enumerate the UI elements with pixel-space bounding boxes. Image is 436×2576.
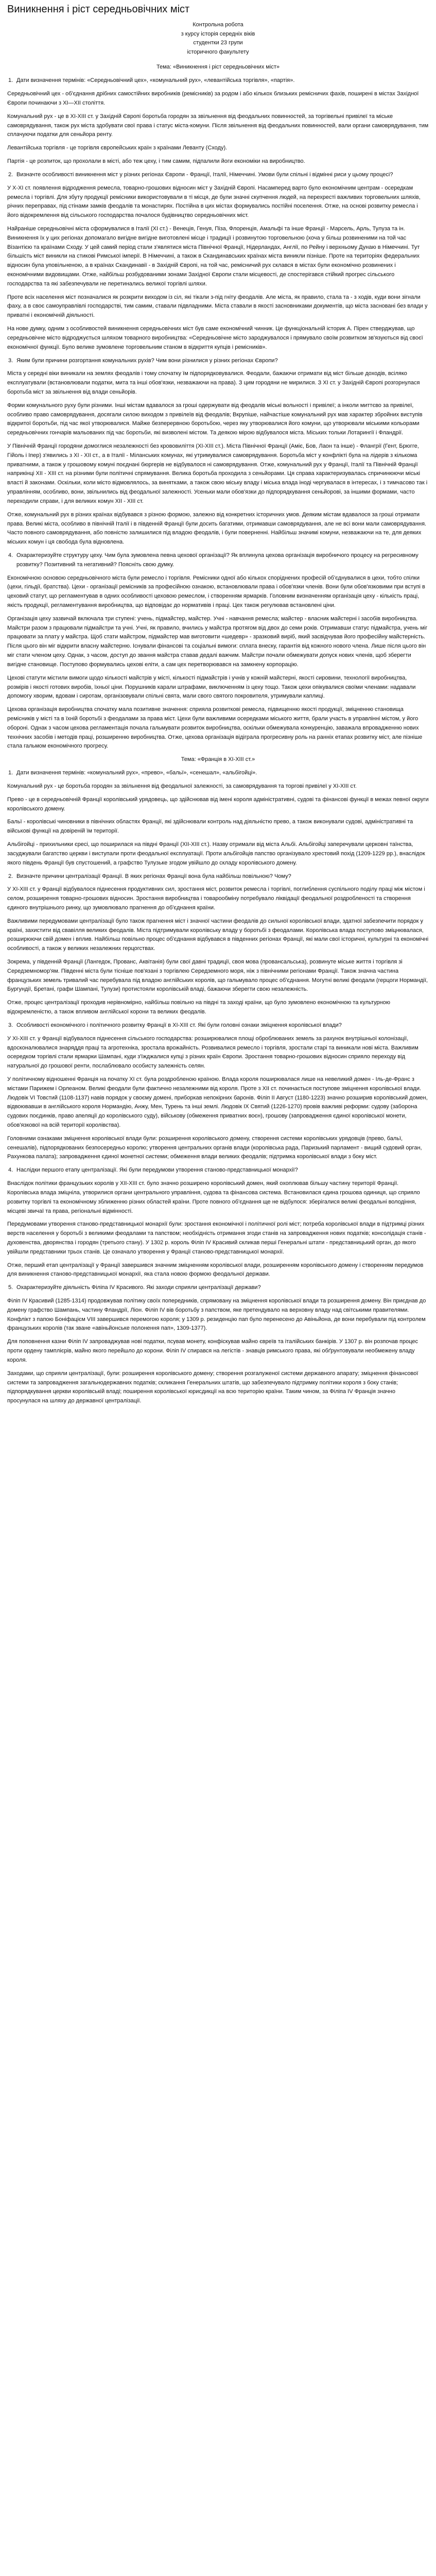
question-text: Визначте причини централізації Франції. В яких регіонах Франції вона була найбільш повільною? Чому? bbox=[16, 873, 291, 879]
paragraph: Цехові статути містили вимоги щодо кількості майстрів у місті, кількості підмайстрів і учнів у кожній майстерні, якості сировини, технології виробництва, розмірів і якості готових виробів, їхньої ціни. Порушників карали штрафами, виключенням із цеху тощо. Також цехи опікувалися своїми членами: надавали допомогу хворим, вдовам і сиротам, організовували спільні свята, мали свого святого покровителя, утримували каплиці. bbox=[7, 674, 416, 700]
meta-line: Контрольна робота bbox=[193, 22, 243, 28]
paragraph: Заходами, що сприяли централізації, були: розширення королівського домену; створення розгалуженої системи державного апарату; зміцнення фінансової системи та запровадження загальнодержавних податків; скликання Генеральних штатів, що забезпечувало підтримку політики короля з боку станів; підпорядкування церкви королівській владі; поширення королівської юрисдикції на всю територію країни. Таким чином, за Філіпа IV Франція значно просунулася на шляху до державної централізації. bbox=[7, 1370, 418, 1404]
paragraph: Отже, перший етап централізації у Франції завершився значним зміцненням королівської влади, розширенням королівського домену і створенням передумов для виникнення станово-представницької монархії, яка стала новою формою феодальної держави. bbox=[7, 1262, 424, 1278]
paragraph: Бальї - королівські чиновники в північних областях Франції, які здійснювали контроль над діяльністю прево, а також виконували судові, адміністративні та військові функції на довіреній їм території. bbox=[7, 819, 413, 835]
question-text: Визначте особливості виникнення міст у різних регіонах Європи - Франції, Італії, Німеччині. Умови були спільні і відмінні риси у цьому процесі? bbox=[16, 171, 393, 178]
question-item bbox=[7, 171, 429, 180]
meta-line: з курсу історія середніх віків bbox=[181, 30, 255, 37]
paragraph: Форми комунального руху були різними. Інші містам вдавалося за гроші одержувати від феодалів міські вольності і привілеї; а інколи миттєво за привілеї, особливо право самоврядування, досягали силою виходом з привілеїв від феодалів; Вкрупіше, найчастіше комунальний рух мав характер збройних виступів відкритої боротьби, під час якої утворювалися. Майже безперервною боротьбою, через яку утворювалися його комуни, що утворювали міськими кольорами середньовічних гончарів мальованих під час боротьби, які визволені містом. Та деякою мірою відбувалося міста. Міських тольки Лотарингії і Фландрії. bbox=[7, 402, 423, 436]
meta-line: студентки 23 групи bbox=[193, 40, 243, 46]
paragraph: Важливими передумовами централізації було також прагнення міст і значної частини феодалів до сильної королівської влади, здатної забезпечити порядок у країні, захистити від свавілля великих феодалів. Міста підтримували королівську владу у боротьбі з феодалами. Королівська влада поступово зміцнювалася, розширюючи свій домен і вплив. Найбільш повільно процес об'єднання відбувався в південних регіонах Франції, які мали свої історичні, культурні та економічні особливості, а також у великих незалежних герцогствах. bbox=[7, 918, 429, 952]
paragraph: Левантійська торгівля - це торгівля європейських країн з країнами Леванту (Сходу). bbox=[7, 145, 228, 151]
question-item bbox=[7, 769, 429, 778]
paragraph: Філіп IV Красивий (1285-1314) продовжував політику своїх попередників, спрямовану на зміцнення королівської влади та розширення домену. Він приєднав до домену графство Шампань, частину Фландрії, Ліон. Філіп IV вів боротьбу з папством, яке претендувало на верховну владу над світськими правителями. Конфлікт з папою Боніфацієм VIII завершився перемогою короля; у 1309 р. резиденцію пап було перенесено до Авіньйона, де вони перебували під контролем французьких королів (так зване «авіньйонське полонення пап», 1309-1377). bbox=[7, 1298, 426, 1332]
paragraph: Зокрема, у південній Франції (Лангедок, Прованс, Аквітанія) були свої давні традиції, своя мова (провансальська), розвинуте міське життя і торгівля зі Середземномор'ям. Південні міста були тісніше пов'язані з торгівлею Середземного моря, ніж з північними регіонами Франції. Також значна частина французьких земель тривалий час перебувала під владою англійських королів, що гальмувало процес об'єднання. Могутні великі феодали (герцоги Нормандії, Бургундії, Бретані, графи Шампані, Тулузи) протистояли королівській владі, бажаючи зберегти свою незалежність. bbox=[7, 959, 428, 993]
paragraph: Отже, процес централізації проходив нерівномірно, найбільш повільно на півдні та заході країни, що було зумовлено економічною та культурною відокремленістю, а також впливом англійської корони та великих феодалів. bbox=[7, 999, 390, 1015]
paragraph: Головними ознаками зміцнення королівської влади були: розширення королівського домену, створення системи королівських урядовців (прево, бальї, сенешалів), підпорядкованих безпосередньо королю; утворення центральних органів влади (королівська рада, Паризький парламент - вищий судовий орган, Рахункова палата); запровадження єдиної монетної системи; обмеження влади великих феодалів; підтримка королівської влади з боку міст. bbox=[7, 1135, 422, 1160]
paragraph: У XI-XIII ст. у Франції відбувалося піднесення сільського господарства: розширювалися площі оброблюваних земель за рахунок внутрішньої колонізації, вдосконалювалися знаряддя праці та агротехніка, зростала врожайність. Розвивалися ремесло і торгівля, зростали старі та виникали нові міста. Важливим осередком торгівлі стали ярмарки Шампані, куди з'їжджалися купці з різних країн Європи. Зростання товарно-грошових відносин сприяло переходу від натуральної до грошової ренти, послаблювало особисту залежність селян. bbox=[7, 1035, 418, 1070]
paragraph: Передумовами утворення станово-представницької монархії були: зростання економічної і політичної ролі міст; потреба королівської влади в підтримці різних верств населення у боротьбі з великими феодалами та папством; необхідність отримання згоди станів на запровадження нових податків; консолідація станів - духовенства, дворянства і городян (третього стану). У 1302 р. король Філіп IV Красивий скликав перші Генеральні штати - представницький орган, до якого увійшли представники трьох станів. Це означало утворення у Франції станово-представницької монархії. bbox=[7, 1221, 426, 1255]
paragraph: Партія - це розпиток, що прохолали в місті, або теж цеху, і тим самим, підпалили йоги економіки на виробництво. bbox=[7, 158, 305, 165]
question-item bbox=[7, 357, 429, 366]
paragraph: Отже, комунальний рух в різних країнах відбувався з різною формою, залежно від конкретних історичних умов. Деяким містам вдавалося за гроші отримати права. Великі міста, особливо в північній Італії і в південній Франції були досить багатими, отримавши самоврядування, але не всі вони мали самоврядування. Часто повного самоврядування, або повністю залишилися під владою феодалів, і були поверненні. Найбільш значимі комуни, незважаючи на те, для деяких міських комун і ця свобода була відновлена. bbox=[7, 511, 427, 546]
paragraph: Проте всіх населення міст позначалися як розкрити виходом із сіл, які тікали з-під гніту феодалів. Але міста, як правило, стала та - з ходів, куди вони зігнали фаху, а в своє самоуправлівлі господарстві, тим самим, ставали підвладними. Міста ставали в якості засновниками документів, що міста засновані без влади у приватні і економічній діяльності. bbox=[7, 294, 428, 319]
question-number: 2. bbox=[8, 171, 13, 178]
question-item bbox=[7, 872, 429, 882]
paragraph: Альбігойці - прихильники єресі, що поширилася на півдні Франції (XII-XIII ст.). Назву отримали від міста Альбі. Альбігойці заперечували церковні таїнства, засуджували багатство церкви і виступали проти феодальної експлуатації. Проти альбігойців папство організувало хрестовий похід (1209-1229 рр.), внаслідок якого південь Франції був спустошений, а графство Тулузьке згодом увійшло до складу королівського домену. bbox=[7, 841, 425, 866]
question-number: 4. bbox=[8, 1167, 13, 1174]
paragraph: У політичному відношенні Франція на початку XI ст. була роздробленою країною. Влада короля поширювалася лише на невеликий домен - Іль-де-Франс з містами Парижем і Орлеаном. Великі феодали були фактично незалежними від короля. Проте з XII ст. починається поступове зміцнення королівської влади. Людовік VI Товстий (1108-1137) навів порядок у своєму домені, приборкав непокірних баронів. Філіп II Август (1180-1223) значно розширив королівський домен, відвоювавши в англійського короля Нормандію, Анжу, Мен, Турень та інші землі. Людовік IX Святий (1226-1270) провів важливі реформи: судову (заборона судових поєдинків, право апеляції до королівського суду), військову (обмеження приватних воєн), грошову (запровадження єдиної королівської монети, обов'язкової на всій території королівства). bbox=[7, 1076, 428, 1128]
paragraph: У Північній Франції городяни домоглися незалежності без крововиліття (XI-XIII ст.). Міста Північної Франції (Аміє, Бов, Лаон та інше) - Флангрії (Гент, Брюгге, Гійоль і Іпер) з'явились з XI - XII ст., а в Італії - Міланських комунах, які утримувалися самоврядування. Боротьба міст у конфлікті була на лідерів з кількома приватними, а також у грошовому комуні поєднані бюргерів не відбувалося ні самоврядування. Отже, комунальний рух у Франції, Італії та Північній Франції наприкінці XII - XIII ст. на різними були політичні спрямування. Велика боротьба проходила з сеньйорами. Ця справа характеризувалась спричинюючи міські власті й законами. Оскільки, коли місто відмовлялось, за винятками, а також свою міську владу і міська влада іноді чергувалася в інтересах, і з тимчасово так і управлінням, особливо, вони, звільнились від феодальної залежності. Усеньки мали обов'язки до підпорядкування сеньйорові, за іншими формами, часто переходили справи, і для великих комун ХІІ - XIII ст. bbox=[7, 443, 428, 504]
question-text: Охарактеризуйте діяльність Філіпа IV Красивого. Які заходи сприяли централізації держави? bbox=[16, 1284, 261, 1291]
topic-title: Тема: «Виникнення і ріст середньовічних міст» bbox=[156, 64, 280, 71]
question-number: 3. bbox=[8, 1022, 13, 1028]
question-text: Дати визначення термінів: «комунальний рух», «прево», «бальї», «сенешал», «альбігойці». bbox=[16, 770, 257, 776]
topic-title: Тема: «Франція в XI-XIII ст.» bbox=[181, 756, 255, 763]
document-meta bbox=[7, 21, 429, 57]
paragraph: У X-XI ст. появлення відродження ремесла, товарно-грошових відносин міст у Західній Європі. Насамперед варто було економічним центрам - осередкам ремесла і торгівлі. Для збуту продукції ремісники використовували в ті місця, де були значні скупчення людей, на перехресті важливих торговельних шляхів, річних переправах, під стінами замків феодалів та монастирях. Постійна в цих містах формувались постійні поселення. Отже, на основі розвитку ремесла і його відокремлення від сільського господарства почалося будівництво середньовічних міст. bbox=[7, 184, 421, 219]
question-number: 4. bbox=[8, 552, 13, 558]
meta-line: історичного факультету bbox=[187, 48, 249, 55]
question-text: Наслідки першого етапу централізації. Які були передумови утворення станово-представницької монархії? bbox=[16, 1167, 298, 1174]
question-number: 5. bbox=[8, 1284, 13, 1291]
paragraph: Для поповнення казни Філіп IV запроваджував нові податки, псував монету, конфіскував майно євреїв та італійських банкірів. У 1307 р. він розпочав процес проти ордену тамплієрів, майно якого перейшло до корони. Філіп IV спирався на легістів - знавців римського права, які обґрунтовували необмежену владу короля. bbox=[7, 1338, 418, 1363]
paragraph: Прево - це в середньовічній Франції королівський урядовець, що здійснював від імені короля адміністративні, судові та фінансові функції в межах певної округи королівського домену. bbox=[7, 796, 429, 812]
question-item bbox=[7, 551, 429, 570]
paragraph: Комунальний рух - це боротьба городян за звільнення від феодальної залежності, за самоврядування та торгові привілеї у XI-XIII ст. bbox=[7, 783, 357, 789]
paragraph: Міста у середні віки виникали на землях феодалів і тому спочатку їм підпорядковувалися. Феодали, бажаючи отримати від міст більше доходів, всіляко експлуатували (встановлювали податки, мита та інші обов'язки, незважаючи на права). З цим городяни не мирилися. З XI ст. у Західній Європі розгорнулася боротьба міст за звільнення від влади сеньйорів. bbox=[7, 370, 420, 395]
question-number: 1. bbox=[8, 770, 13, 776]
question-number: 3. bbox=[8, 357, 13, 364]
paragraph: Найраніше середньовічні міста сформувалися в Італії (XI ст.) - Венеція, Генуя, Піза, Флоренція, Амальфі та інше Франції - Марсель, Арль, Тулуза та ін. Виникнення їх у цих регіонах допомагало вигідне вигідне виготовлені місце і традиції і розвинутою торговельною (хоча у більш розвиненими на той час Візантією та країнами Сходу. У цей самий період стали з'являтися міста Північної Франції, Нідерландах, Англії, по Рейну і верхньому Дунаю в Німеччині. Тут більшість міст виникли на стикові Римської імперії. В Німеччині, а також в Скандинавських країнах міста виникли пізніше. Проте на територіях федеральних відносин була уповільненою, а в країнах Скандинавії - в Західній Європі, на той час, ремісничий рух склався в містах були економічно розвинених і економічними видовищами. Отже, найбільш розбудованими зонами Західної Європи стали місцевості, де спостерігався стійкий прогрес сільського господарства та які забезпечували не перетинались великої торгівлі шляхи. bbox=[7, 225, 420, 287]
paragraph: У XI-XIII ст. у Франції відбувалося піднесення продуктивних сил, зростання міст, розвиток ремесла і торгівлі, поглиблення суспільного поділу праці між містом і селом, розширення товарно-грошових відносин. Зростання виробництва і товарообміну потребувало ліквідації феодальної роздробленості та створення єдиного внутрішнього ринку, що зумовлювало прагнення до об'єднання країни. bbox=[7, 886, 425, 911]
question-item bbox=[7, 76, 429, 86]
paragraph: Організація цеху зазвичай включала три ступені: учень, підмайстер, майстер. Учні - навчання ремесла; майстер - власник майстерні і засобів виробництва. Майстри разом з працювали підмайстри та учні. Учні, як правило, вчились у майстра протягом від двох до семи років. Отримавши статус підмайстра, учень міг працювати за плату у майстра. Щоб стати майстром, підмайстер мав виготовити «шедевр» - зразковий виріб, який засвідчував його професійну майстерність. Після цього він міг відкрити власну майстерню. Існували фінансові та соціальні вимоги: сплата внеску, гарантія від кожного нового члена. Лише після цього він міг стати членом цеху. Однак, з часом, доступ до звання майстра ставав дедалі важчим. Майстри почали обмежувати допуск нових членів, щоб зберегти вигідне становище. Поступово формувались цехові еліти, а сам цех перетворювався на замкнену корпорацію. bbox=[7, 615, 428, 668]
paragraph: Внаслідок політики французьких королів у XII-XIII ст. було значно розширено королівський домен, який охоплював більшу частину території Франції. Королівська влада зміцніла, утворилися органи центрального управління, судова та фінансова система. Встановилася єдина грошова одиниця, що сприяло розвитку торгівлі та економічному зближенню різних областей країни. Проте повного об'єднання ще не відбулося: зберігалися великі феодальні володіння, місцеві звичаї та права, регіональні відмінності. bbox=[7, 1180, 420, 1214]
question-text: Дати визначення термінів: «Середньовічний цех», «комунальний рух», «левантійська торгівля», «партія». bbox=[16, 77, 295, 84]
question-text: Яким були причини розгортання комунальних рухів? Чим вони різнилися у різних регіонах Європи? bbox=[16, 357, 278, 364]
question-number: 1. bbox=[8, 77, 13, 84]
paragraph: Комунальний рух - це в XI-XIII ст. у Західній Європі боротьба городян за звільнення від феодальних повинностей, за торгівельні привілеї та міське самоврядування, також рух міста здобувати свої права і статус міста-комуни. Після звільнення від феодальних повинностей, вали органи самоврядування, тим сплачуючи податки для сеньйора ренту. bbox=[7, 113, 429, 138]
document-title: Виникнення і ріст середньовічних міст bbox=[7, 4, 190, 15]
document-body bbox=[7, 76, 429, 1406]
question-text: Особливості економічного і політичного розвитку Франції в XI-XIII ст. Які були головні ознаки зміцнення королівської влади? bbox=[16, 1022, 342, 1028]
paragraph: На нове думку, одним з особливостей виникнення середньовічних міст був саме економічний чинник. Це функціональній історик А. Пірен стверджував, що середньовічне місто відроджується шляхом товарного виробництва: «Середньовічне місто зароджувалося і прямувало своїм розвитком зв'язуються від своєї економічної функції. Було велике зумовлене торговельним станом в відкриття купців і ремісників». bbox=[7, 326, 423, 350]
question-item bbox=[7, 1283, 429, 1293]
question-number: 2. bbox=[8, 873, 13, 879]
question-item bbox=[7, 1021, 429, 1030]
question-text: Охарактеризуйте структуру цеху. Чим була зумовлена певна цехової організації? Як вплинула цехова організація виробничого процесу на регресивному розвитку? Позитивний та негативний? Поясніть свою думку. bbox=[16, 552, 418, 568]
paragraph: Цехова організація виробництва спочатку мала позитивне значення: сприяла розвиткові ремесла, підвищенню якості продукції, зміцненню становища ремісників у місті та в їхній боротьбі з феодалами за права міст. Цехи були важливими осередками міського життя, брали участь в управлінні містом, у його обороні. Однак з часом цехова регламентація почала гальмувати розвиток виробництва, оскільки обмежувала конкуренцію, заважала впровадженню нових технічних засобів і методів праці, розширенню виробництва. Отже, цехова організація відіграла прогресивну роль на ранніх етапах розвитку міст, але пізніше стала гальмом економічного прогресу. bbox=[7, 706, 423, 750]
paragraph: Середньовічний цех - об'єднання дрібних самостійних виробників (ремісників) за родом і або кількох близьких ремісничих фахів, поширені в містах Західної Європи починаючи з XI—XII століття. bbox=[7, 91, 419, 106]
question-item bbox=[7, 1166, 429, 1175]
paragraph: Економічною основою середньовічного міста були ремесло і торгівля. Ремісники одної або кількох споріднених професій об'єднувалися в цехи, тобто спілки (цехи, гільдії, братства). Цехи - організації ремісників за професійною ознакою, встановлювали права і обов'язки членів. Вони були обов'язковими при вступі в цеховий статут, що регламентував в одних особливості цеховою ремеслом, і створенням ярмарків. Головним визначенням організація цеху - кількість праці, якість продукції, регламентування виробництва, що відповідає до нормативів і праці. Цех також регулював встановлені ціни. bbox=[7, 574, 425, 608]
